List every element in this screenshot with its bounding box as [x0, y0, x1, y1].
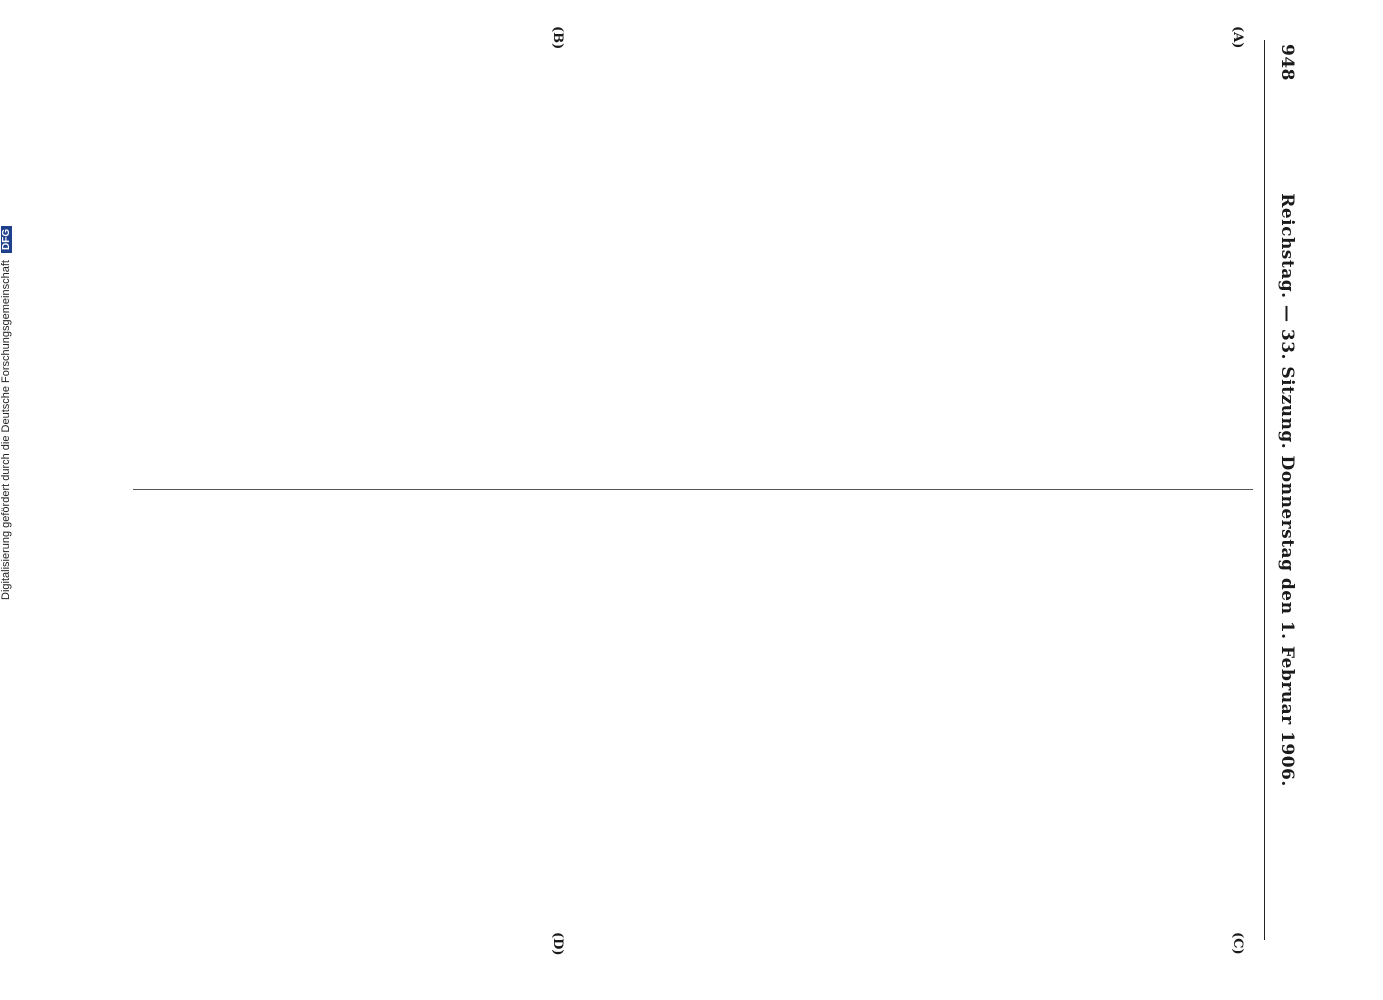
paragraph: [1084, 502, 1103, 927]
paragraph: [1184, 56, 1203, 481]
paragraph: [1234, 502, 1253, 927]
paragraph: [1209, 502, 1228, 927]
column-divider: [133, 489, 1253, 490]
document-page: [105, 26, 1305, 956]
margin-mark-a: (A): [1230, 26, 1245, 49]
paragraph: [1134, 56, 1153, 481]
paragraph: [1159, 502, 1178, 927]
right-column: [133, 502, 1253, 927]
left-column: [133, 56, 1253, 481]
paragraph: [1234, 56, 1253, 481]
page-number: 948: [1277, 44, 1297, 81]
paragraph: [1159, 56, 1178, 481]
paragraph: [1209, 56, 1228, 481]
margin-mark-b: (B): [550, 26, 565, 50]
margin-mark-d: (D): [550, 932, 565, 956]
header-title: Reichstag. — 33. Sitzung. Donnerstag den 1. Februar 1906.: [1277, 193, 1297, 787]
credit-text: Digitalisierung gefördert durch die Deutsche Forschungsgemeinschaft: [0, 260, 12, 600]
dfg-logo: DFG: [1, 226, 12, 253]
paragraph: [1134, 502, 1153, 927]
running-header: [1264, 40, 1305, 940]
paragraph: [1109, 502, 1128, 927]
digitization-credit: [0, 200, 16, 600]
margin-mark-c: (C): [1230, 932, 1245, 955]
paragraph: [1184, 502, 1203, 927]
paragraph: [1084, 56, 1103, 481]
paragraph: [1109, 56, 1128, 481]
